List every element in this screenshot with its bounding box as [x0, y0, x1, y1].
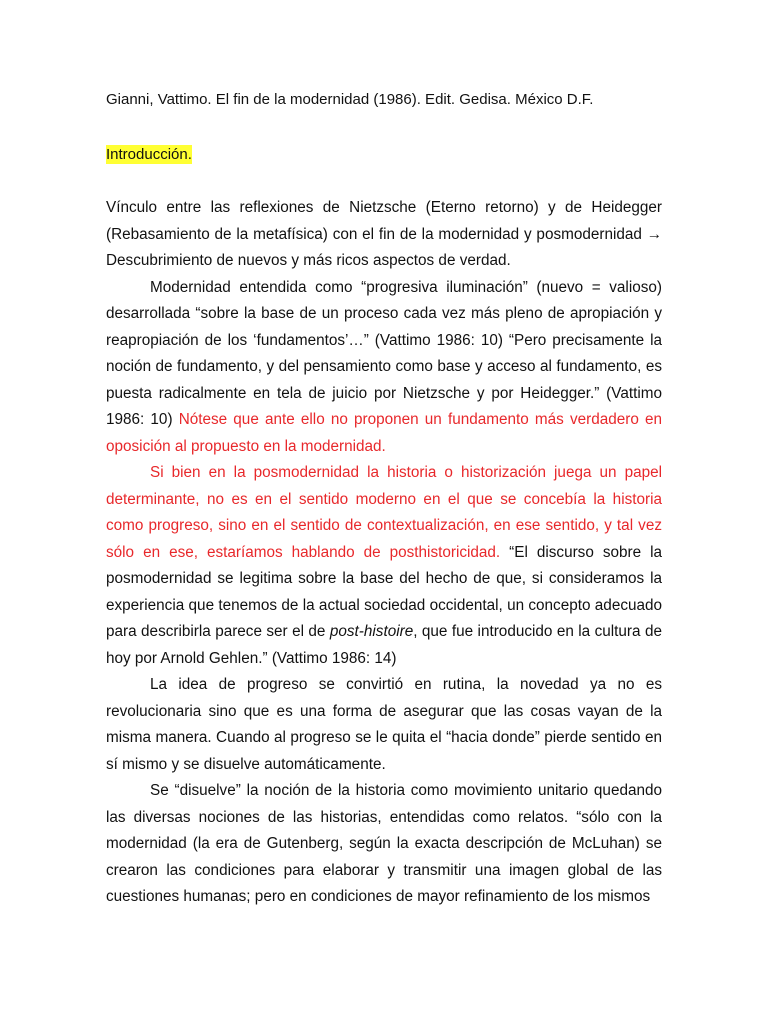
paragraph-3-quote-start: “El discurso sobre la posmodernidad se legitima sobre la base del hecho de que, si consideramos la experiencia que tenemos de la actual sociedad occidental, un concepto adecuado para describirla parece ser el de [106, 543, 663, 640]
paragraph-3 [106, 460, 662, 672]
paragraph-2-quote-text: Modernidad entendida como “progresiva iluminación” (nuevo = valioso) desarrollada “sobre la base de un proceso cada vez más pleno de apropiación y reapropiación de los ‘fundamentos’…” (Vattimo 1986: 10) “Pero precisamente la noción de fundamento, y del pensamiento como base y acceso al fundamento, es puesta radicalmente en tela de juicio por Nietzsche y por Heidegger.” (Vattimo 1986: 10) [106, 278, 662, 428]
paragraph-3-red-text: Si bien en la posmodernidad la historia o historización juega un papel determinante, no es en el sentido moderno en el que se concebía la historia como progreso, sino en el sentido de contextualización, en ese sentido, y tal vez sólo en ese, estaríamos hablando de posthistoricidad. [106, 464, 662, 561]
paragraph-3-italic-term: post-histoire [329, 623, 414, 640]
bibliographic-citation: Gianni, Vattimo. El fin de la modernidad (1986). Edit. Gedisa. México D.F. [106, 91, 594, 108]
paragraph-2 [106, 275, 662, 461]
paragraph-4: La idea de progreso se convirtió en rutina, la novedad ya no es revolucionaria sino que es una forma de asegurar que las cosas vayan de la misma manera. Cuando al progreso se le quita el “hacia donde” pierde sentido en sí mismo y se disuelve automáticamente. [106, 676, 662, 773]
section-heading [106, 145, 192, 165]
paragraph-5: Se “disuelve” la noción de la historia como movimiento unitario quedando las diversas nociones de las historias, entendidas como relatos. “sólo con la modernidad (la era de Gutenberg, según la exacta descripción de McLuhan) se crearon las condiciones para elaborar y transmitir una imagen global de las cuestiones humanas; pero en condiciones de mayor refinamiento de los mismos [106, 782, 662, 905]
paragraph-1: Vínculo entre las reflexiones de Nietzsche (Eterno retorno) y de Heidegger (Rebasamiento de la metafísica) con el fin de la modernidad y posmodernidad → Descubrimiento de nuevos y más ricos aspectos de verdad. [106, 199, 662, 269]
document-body [106, 195, 662, 911]
paragraph-2-red-note: Nótese que ante ello no proponen un fundamento más verdadero en oposición al propuesto en la modernidad. [106, 411, 662, 455]
highlighted-heading-text: Introducción. [106, 146, 192, 163]
paragraph-3-quote-end: , que fue introducido en la cultura de hoy por Arnold Gehlen.” (Vattimo 1986: 14) [106, 623, 662, 667]
